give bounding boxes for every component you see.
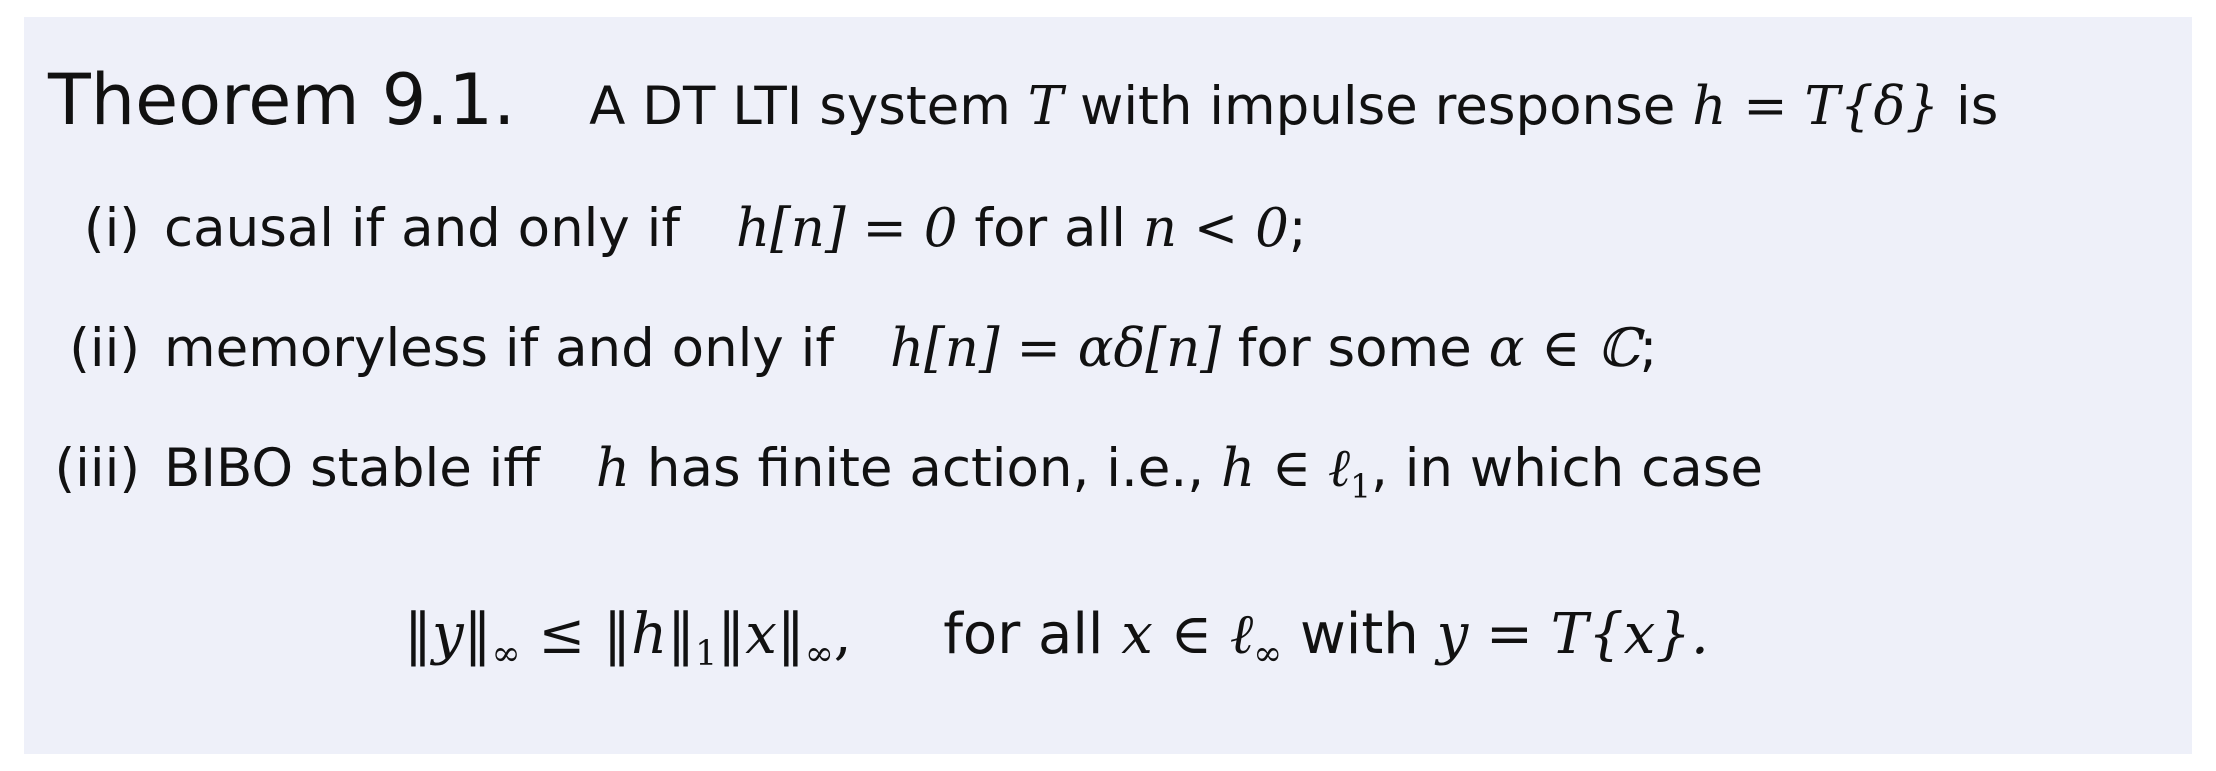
eq-connector: for all bbox=[943, 602, 1104, 667]
list-item-memoryless bbox=[24, 318, 1658, 379]
item-property: memoryless if and only if bbox=[164, 318, 834, 379]
item-connector: for some bbox=[1237, 318, 1472, 379]
eq-h-subscript: 1 bbox=[695, 634, 718, 675]
item-quantifier: n < 0 bbox=[1142, 198, 1289, 259]
item-label: (i) bbox=[83, 198, 140, 259]
item-condition: h[n] = αδ[n] bbox=[889, 318, 1221, 379]
item-label: (iii) bbox=[54, 438, 140, 499]
stability-bound-equation bbox=[404, 602, 1709, 675]
eq-with: with bbox=[1299, 602, 1419, 667]
eq-lhs-norm: ‖y‖ bbox=[404, 602, 492, 667]
eq-x-norm bbox=[717, 602, 834, 675]
item-quantifier: α ∈ ℂ bbox=[1488, 318, 1640, 379]
item-text-b: , in which case bbox=[1371, 438, 1763, 499]
eq-domain-main: x ∈ ℓ bbox=[1121, 602, 1254, 667]
theorem-statement bbox=[48, 59, 1999, 141]
intro-text: A DT LTI system bbox=[589, 76, 1011, 137]
item-symbol: h bbox=[595, 438, 631, 499]
item-condition: h[n] = 0 bbox=[736, 198, 958, 259]
membership-subscript: 1 bbox=[1350, 466, 1372, 506]
item-end: ; bbox=[1288, 198, 1307, 259]
item-connector: for all bbox=[974, 198, 1126, 259]
membership-main: h ∈ ℓ bbox=[1220, 438, 1351, 499]
system-symbol: T bbox=[1027, 76, 1064, 137]
eq-output: y = T{x}. bbox=[1436, 602, 1709, 667]
item-membership bbox=[1220, 438, 1372, 506]
eq-lhs bbox=[404, 602, 521, 675]
item-end: ; bbox=[1639, 318, 1658, 379]
item-text-a: has finite action, i.e., bbox=[646, 438, 1205, 499]
theorem-heading: Theorem 9.1. bbox=[48, 59, 516, 141]
eq-x-norm-main: ‖x‖ bbox=[717, 602, 805, 667]
theorem-block bbox=[24, 17, 2192, 754]
eq-x-subscript: ∞ bbox=[804, 634, 834, 675]
list-item-bibo bbox=[24, 438, 1763, 506]
item-property: causal if and only if bbox=[164, 198, 680, 259]
impulse-definition: h = T{δ} bbox=[1692, 76, 1940, 137]
eq-comma: , bbox=[833, 602, 852, 667]
eq-domain bbox=[1121, 602, 1283, 675]
intro-end: is bbox=[1956, 76, 1999, 137]
list-item-causal bbox=[24, 198, 1307, 259]
eq-lhs-subscript: ∞ bbox=[491, 634, 521, 675]
eq-domain-subscript: ∞ bbox=[1253, 634, 1283, 675]
eq-rel bbox=[538, 602, 718, 675]
item-label: (ii) bbox=[69, 318, 140, 379]
eq-h-norm: ≤ ‖h‖ bbox=[538, 602, 696, 667]
item-property: BIBO stable iff bbox=[164, 438, 540, 499]
intro-middle: with impulse response bbox=[1079, 76, 1676, 137]
